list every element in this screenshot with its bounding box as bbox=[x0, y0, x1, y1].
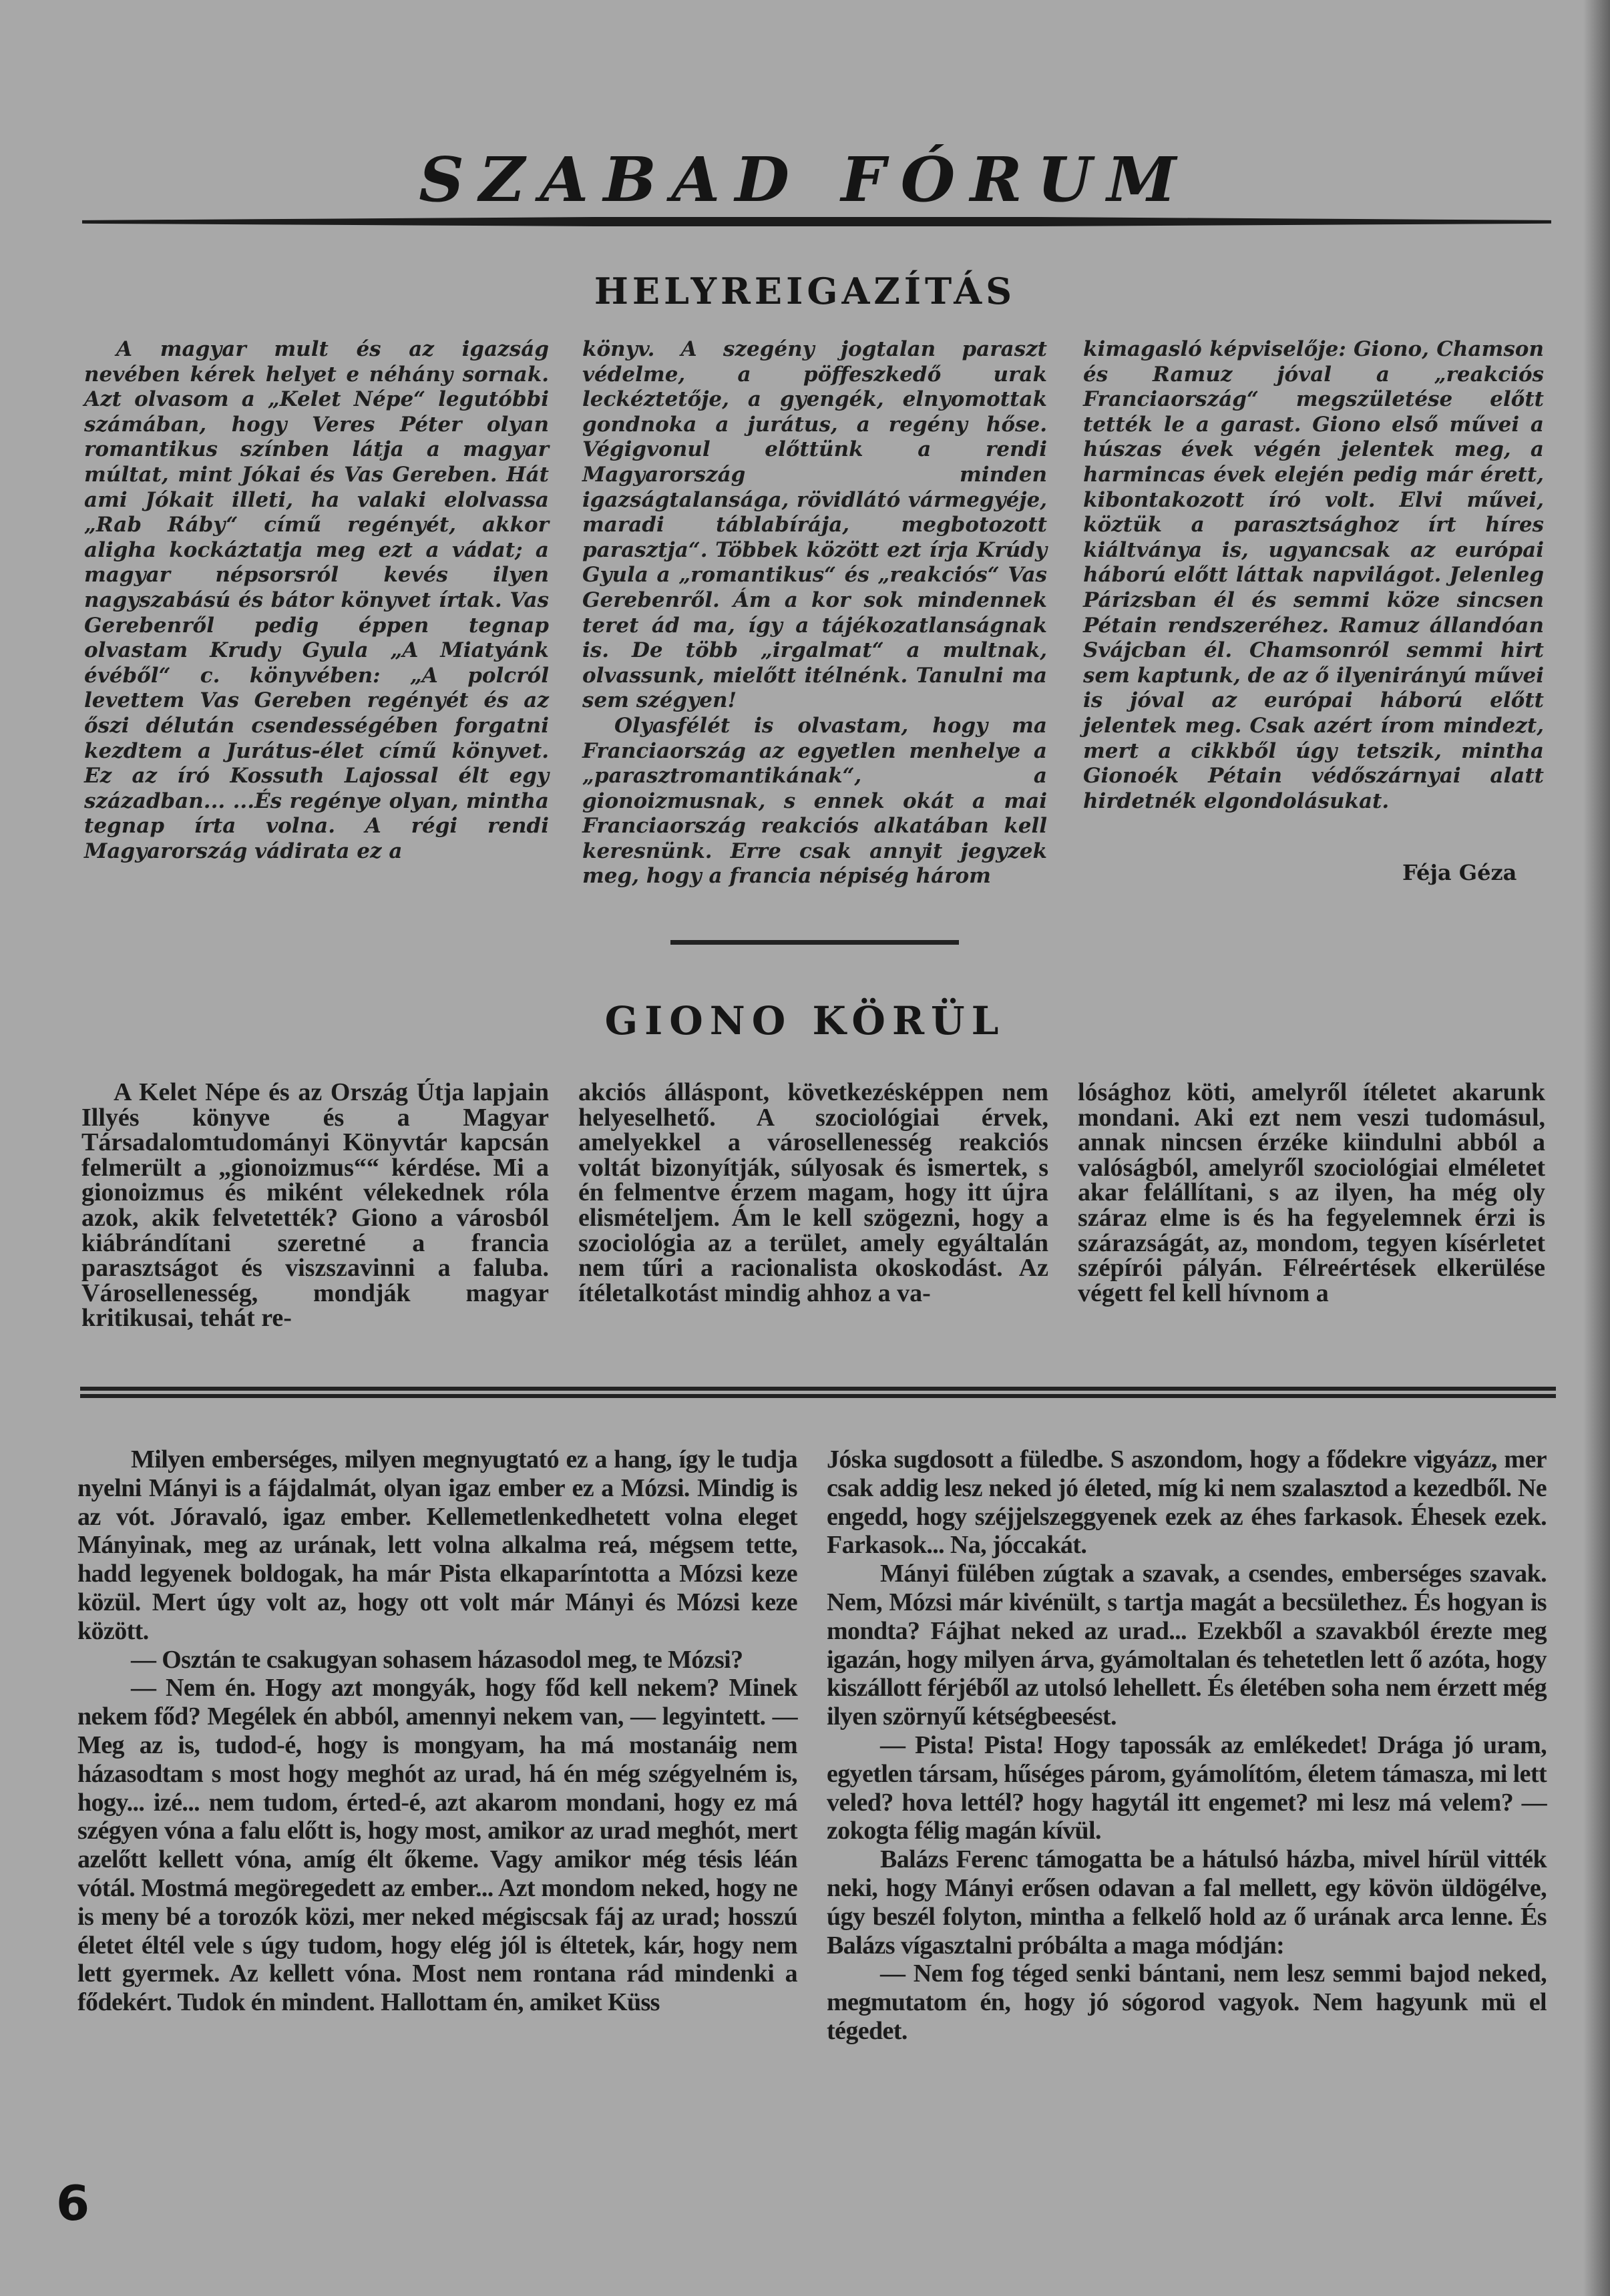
article1-column-3 bbox=[1083, 337, 1544, 814]
article2-column-1 bbox=[81, 1080, 549, 1331]
story-column-left bbox=[77, 1445, 797, 2017]
story-paragraph: — Nem fog téged senki bántani, nem lesz semmi bajod neked, megmutatom én, hogy jó sógorod vagyok. Nem hagyunk mü el tégedet. bbox=[827, 1960, 1547, 2045]
article2-title: GIONO KÖRÜL bbox=[604, 998, 1006, 1044]
story-paragraph: Balázs Ferenc támogatta be a hátulsó házba, mivel hírül vitték neki, hogy Mányi erősen odavan a fal mellett, egy kövön üldögélve, úgy beszél folyton, mintha a felkelő hold az ő urának arca lenne. És Balázs vígasztalni próbálta a maga módján: bbox=[827, 1845, 1547, 1960]
story-column-right bbox=[827, 1445, 1547, 2046]
story-paragraph: — Nem én. Hogy azt mongyák, hogy főd kell nekem? Minek nekem főd? Megélek én abból, amennyi nekem van, — legyintett. — Meg az is, tudod-é, hogy is mongyam, ha má mostanáig nem házasodtam s most hogy meghót az urad, há én még szégyelném is, hogy... izé... nem tudom, érted-é, azt akarom mondani, hogy ez má szégyen vóna a falu előtt is, hogy most, amikor az urad meghót, mert azelőtt kellett vóna, amíg élt őkeme. Vagy amikor még tésis léán vótál. Mostmá megöregedett az ember... Azt mondom neked, hogy ne is meny bé a torozók közi, mer neked mégiscsak fáj az urad; hosszú életet éltél vele s úgy tudom, hogy elég jól is éltetek, kár, hogy nem lett gyermek. Az kellett vóna. Most nem rontana rád mindenki a fődekért. Tudok én mindent. Hallottam én, amiket Küss bbox=[77, 1674, 797, 2017]
article2-paragraph: lósághoz köti, amelyről ítéletet akarunk mondani. Aki ezt nem veszi tudomásul, annak nincsen érzéke kiindulni abból a valóságból, amelyről szociológiai elméletet akar felállítani, s az ilyen, ha még oly száraz elme is és ha fegyelemnek érzi is szárazságát, az, mondom, tegyen kísérletet szépírói pályán. Félreértések elkerülése végett fel kell hívnom a bbox=[1078, 1078, 1545, 1307]
double-rule-bottom bbox=[80, 1394, 1556, 1398]
story-paragraph: Jóska sugdosott a füledbe. S aszondom, hogy a fődekre vigyázz, mer csak addig lesz neked jó életed, míg ki nem szalasztod a kezedből. Ne engedd, hogy széjjelszeggyenek ezek az éhes farkasok. Éhesek ezek. Farkasok... Na, jóccakát. bbox=[827, 1445, 1547, 1560]
story-paragraph: Mányi fülében zúgtak a szavak, a csendes, emberséges szavak. Nem, Mózsi már kivénült, s tartja magát a becsülethez. És hogyan is mondta? Fájhat neked az urad... Ezekből a szavakból érezte meg igazán, hogy milyen árva, gyámoltalan és tehetetlen lett ő azóta, hogy kiszállott férjéből az utolsó lehellett. És életében soha nem érzett még ilyen szörnyű kétségbeesést. bbox=[827, 1560, 1547, 1731]
masthead-rule bbox=[82, 217, 1551, 226]
article1-title: HELYREIGAZÍTÁS bbox=[594, 270, 1016, 312]
page-edge-shadow bbox=[1583, 0, 1610, 2296]
story-paragraph: — Osztán te csakugyan sohasem házasodol meg, te Mózsi? bbox=[131, 1645, 743, 1674]
story-paragraph: — Pista! Pista! Hogy tapossák az emlékedet! Drága jó uram, egyetlen társam, hűséges párom, gyámolítóm, életem támasza, mi lett veled? hova lettél? hogy hagytál itt engemet? mi lesz má velem? — zokogta félig magán kívül. bbox=[827, 1731, 1547, 1845]
article2-paragraph: akciós álláspont, következésképpen nem helyeselhető. A szociológiai érvek, amelyekkel a városellenesség reakciós voltát bizonyítják, súlyosak és ismertek, s én felmentve érzem magam, hogy itt újra elismételjem. Ám le kell szögezni, hogy a szociológia az a terület, amely egyáltalán nem tűri a racionalista okoskodást. Az ítéletalkotást mindig ahhoz a va- bbox=[578, 1078, 1048, 1307]
article1-column-2 bbox=[582, 337, 1047, 889]
article2-paragraph: A Kelet Népe és az Ország Útja lapjain Illyés könyve és a Magyar Társadalomtudományi Könyvtár kapcsán felmerült a „gionoizmus““ kérdése. Mi a gionoizmus és miként vélekednek róla azok, akik felvetették? Giono a városból kiábrándítani szeretné a francia parasztságot és viszszavinni a faluba. Városellenesség, mondják magyar kritikusai, tehát re- bbox=[81, 1078, 549, 1333]
article2-column-2 bbox=[578, 1080, 1048, 1306]
page-number: 6 bbox=[56, 2175, 90, 2231]
masthead-title: SZABAD FÓRUM bbox=[419, 144, 1191, 216]
article1-signature: Féja Géza bbox=[1402, 860, 1517, 885]
article1-paragraph: Olyasfélét is olvastam, hogy ma Franciaország az egyetlen menhelye a „parasztromantikának“, a gionoizmusnak, s ennek okát a mai Franciaország reakciós alkatában kell keresnünk. Erre csak annyit jegyzek meg, hogy a francia népiség három bbox=[582, 713, 1047, 889]
article1-paragraph: könyv. A szegény jogtalan paraszt védelme, a pöffeszkedő urak leckéztetője, a gyengék, elnyomottak gondnoka a jurátus, a regény hőse. Végigvonul előttünk a rendi Magyarország minden igazságtalansága, rövidlátó vármegyéje, maradi táblabírája, megbotozott parasztja“. Többek között ezt írja Krúdy Gyula a „romantikus“ és „reakciós“ Vas Gerebenről. Ám a kor sok mindennek teret ád ma, így a tájékozatlanságnak is. De több „irgalmat“ a multnak, olvassunk, mielőtt itélnénk. Tanulni ma sem szégyen! bbox=[582, 337, 1047, 713]
story-paragraph: Milyen emberséges, milyen megnyugtató ez a hang, így le tudja nyelni Mányi is a fájdalmát, olyan igaz ember ez a Mózsi. Mindig is az vót. Jóravaló, igaz ember. Kellemetlenkedhetett volna eleget Mányinak, meg az urának, lett volna alkalma reá, mégsem tette, hadd legyenek boldogak, ha már Pista elkaparíntotta a Mózsi keze közül. Mert úgy volt az, hogy ott volt már Mányi és Mózsi keze között. bbox=[77, 1445, 797, 1645]
section-divider bbox=[670, 940, 959, 945]
article2-column-3 bbox=[1078, 1080, 1545, 1306]
article1-paragraph: A magyar mult és az igazság nevében kérek helyet e néhány sornak. Azt olvasom a „Kelet Népe“ legutóbbi számában, hogy Veres Péter olyan romantikus színben látja a magyar múltat, mint Jókai és Vas Gereben. Hát ami Jókait illeti, ha valaki elolvassa „Rab Ráby“ című regényét, akkor aligha kockáztatja meg ezt a vádat; a magyar népsorsról kevés ilyen nagyszabású és bátor könyvet írtak. Vas Gerebenről pedig éppen tegnap olvastam Krudy Gyula „A Miatyánk évéből“ c. könyvében: „A polcról levettem Vas Gereben regényét és az őszi délután csendességében forgatni kezdtem a Jurátus-élet című könyvet. Ez az író Kossuth Lajossal élt egy században... ...És regénye olyan, mintha tegnap írta volna. A régi rendi Magyarország vádirata ez a bbox=[84, 337, 549, 863]
article1-paragraph: kimagasló képviselője: Giono, Chamson és Ramuz jóval a „reakciós Franciaország“ megszületése előtt tették le a garast. Giono első művei a húszas évek végén jelentek meg, a harmincas évek elején pedig már érett, kibontakozott író volt. Elvi művei, köztük a parasztsághoz írt híres kiáltványa is, ugyancsak az európai háború előtt láttak napvilágot. Jelenleg Párizsban él és semmi köze sincsen Pétain rendszeréhez. Ramuz állandóan Svájcban él. Chamsonról semmi hirt sem kaptunk, de az ő ilyenirányú művei is jóval az európai háború előtt jelentek meg. Csak azért írom mindezt, mert a cikkből úgy tetszik, mintha Gionoék Pétain védőszárnyai alatt hirdetnék elgondolásukat. bbox=[1083, 337, 1544, 813]
article1-column-1 bbox=[84, 337, 549, 864]
double-rule-top bbox=[80, 1387, 1556, 1391]
